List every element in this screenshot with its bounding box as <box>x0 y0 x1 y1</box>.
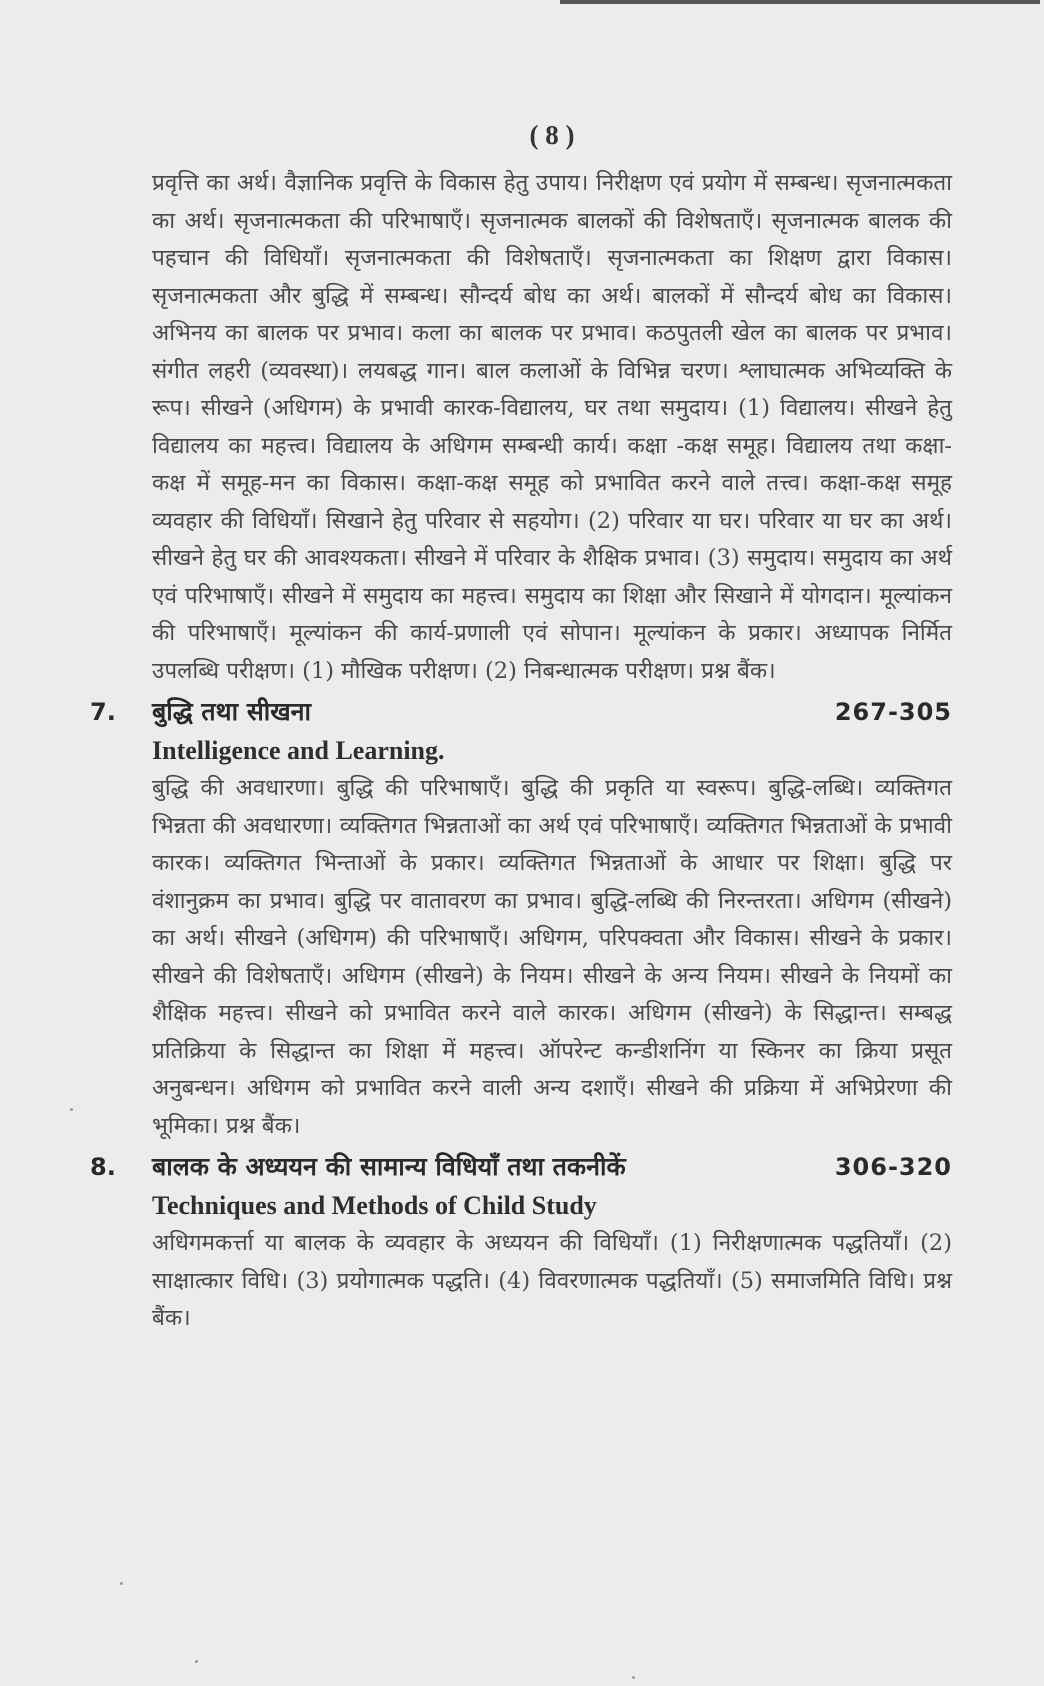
page-edge-line <box>560 0 1040 4</box>
chapter-8-heading <box>90 1147 952 1187</box>
chapter-8-title-english: Techniques and Methods of Child Study <box>152 1191 597 1220</box>
chapter-7-contents: बुद्धि की अवधारणा। बुद्धि की परिभाषाएँ। बुद्धि की प्रकृति या स्वरूप। बुद्धि-लब्धि। व्यक्तिगत भिन्नता की अवधारणा। व्यक्तिगत भिन्नताओं का अर्थ एवं परिभाषाएँ। व्यक्तिगत भिन्नताओं के प्रभावी कारक। व्यक्तिगत भिन्ताओं के प्रकार। व्यक्तिगत भिन्नताओं के आधार पर शिक्षा। बुद्धि पर वंशानुक्रम का प्रभाव। बुद्धि पर वातावरण का प्रभाव। बुद्धि-लब्धि की निरन्तरता। अधिगम (सीखने) का अर्थ। सीखने (अधिगम) की परिभाषाएँ। अधिगम, परिपक्वता और विकास। सीखने के प्रकार। सीखने की विशेषताएँ। अधिगम (सीखने) के नियम। सीखने के अन्य नियम। सीखने के नियमों का शैक्षिक महत्त्व। सीखने को प्रभावित करने वाले कारक। अधिगम (सीखने) के सिद्धान्त। सम्बद्ध प्रतिक्रिया के सिद्धान्त का शिक्षा में महत्त्व। ऑपरेन्ट कन्डीशनिंग या स्किनर का क्रिया प्रसूत अनुबन्धन। अधिगम को प्रभावित करने वाली अन्य दशाएँ। सीखने की प्रक्रिया में अभिप्रेरणा की भूमिका। प्रश्न बैंक। <box>152 775 952 1139</box>
chapter-7-title-english: Intelligence and Learning. <box>152 736 445 765</box>
paper-speck <box>120 1582 123 1585</box>
chapter-8-title-hindi: बालक के अध्ययन की सामान्य विधियाँ तथा तकनीकें <box>152 1152 626 1181</box>
paper-speck <box>632 1676 635 1679</box>
chapter-7 <box>90 692 952 1145</box>
chapter-8-pages: 306-320 <box>834 1153 952 1181</box>
chapter-8-contents: अधिगमकर्त्ता या बालक के व्यवहार के अध्ययन की विधियाँ। (1) निरीक्षणात्मक पद्धतियाँ। (2) साक्षात्कार विधि। (3) प्रयोगात्मक पद्धति। (4) विवरणात्मक पद्धतियाँ। (5) समाजमिति विधि। प्रश्न बैंक। <box>152 1230 952 1331</box>
chapter-8 <box>90 1147 952 1338</box>
paper-speck <box>70 1108 73 1111</box>
intro-paragraph: प्रवृत्ति का अर्थ। वैज्ञानिक प्रवृत्ति के विकास हेतु उपाय। निरीक्षण एवं प्रयोग में सम्बन्ध। सृजनात्मकता का अर्थ। सृजनात्मकता की परिभाषाएँ। सृजनात्मक बालकों की विशेषताएँ। सृजनात्मक बालक की पहचान की विधियाँ। सृजनात्मकता की विशेषताएँ। सृजनात्मकता का शिक्षण द्वारा विकास। सृजनात्मकता और बुद्धि में सम्बन्ध। सौन्दर्य बोध का अर्थ। बालकों में सौन्दर्य बोध का विकास। अभिनय का बालक पर प्रभाव। कला का बालक पर प्रभाव। कठपुतली खेल का बालक पर प्रभाव। संगीत लहरी (व्यवस्था)। लयबद्ध गान। बाल कलाओं के विभिन्न चरण। श्लाघात्मक अभिव्यक्ति के रूप। सीखने (अधिगम) के प्रभावी कारक-विद्यालय, घर तथा समुदाय। (1) विद्यालय। सीखने हेतु विद्यालय का महत्त्व। विद्यालय के अधिगम सम्बन्धी कार्य। कक्षा -कक्ष समूह। विद्यालय तथा कक्षा-कक्ष में समूह-मन का विकास। कक्षा-कक्ष समूह को प्रभावित करने वाले तत्त्व। कक्षा-कक्ष समूह व्यवहार की विधियाँ। सिखाने हेतु परिवार से सहयोग। (2) परिवार या घर। परिवार या घर का अर्थ। सीखने हेतु घर की आवश्यकता। सीखने में परिवार के शैक्षिक प्रभाव। (3) समुदाय। समुदाय का अर्थ एवं परिभाषाएँ। सीखने में समुदाय का महत्त्व। समुदाय का शिक्षा और सिखाने में योगदान। मूल्यांकन की परिभाषाएँ। मूल्यांकन की कार्य-प्रणाली एवं सोपान। मूल्यांकन के प्रकार। अध्यापक निर्मित उपलब्धि परीक्षण। (1) मौखिक परीक्षण। (2) निबन्धात्मक परीक्षण। प्रश्न बैंक। <box>152 170 952 684</box>
chapter-7-heading <box>90 692 952 732</box>
chapter-8-number: 8. <box>90 1153 116 1181</box>
chapter-7-pages: 267-305 <box>834 698 952 726</box>
paper-speck <box>195 1660 198 1663</box>
chapter-7-number: 7. <box>90 698 116 726</box>
page-number: ( 8 ) <box>529 120 575 150</box>
chapter-7-title-hindi: बुद्धि तथा सीखना <box>152 697 312 726</box>
